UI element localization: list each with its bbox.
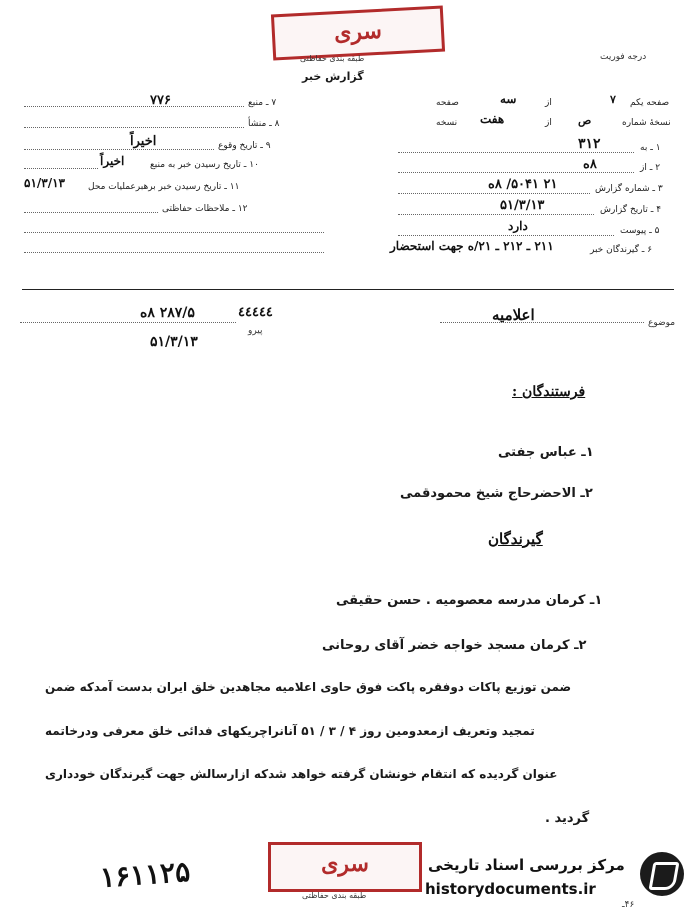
report-title: گزارش خبر [302, 70, 364, 83]
receive-source-value: اخیراً [100, 154, 125, 168]
paragraph-line-3: عنوان گردیده که انتقام خونشان گرفته خواهد شدکه ازارسالش جهت گیرندگان خودداری [45, 767, 558, 781]
receive-unit-label: ۱۱ ـ تاریخ رسیدن خبر برهبرعملیات محل [88, 182, 240, 192]
priority-label: درجه فوریت [600, 52, 647, 62]
reference-number: ۲۸۷/۵ ۸ه [140, 305, 195, 321]
stamp-word: سری [321, 851, 369, 877]
copy-value: ص [578, 114, 592, 127]
sender-1: ۱ـ عباس جفتی [498, 445, 594, 460]
page-number: ۴۶ـ [622, 900, 635, 910]
recipients-value: ۲۱۱ ـ ۲۱۲ ـ ۲۱/ه جهت استحضار [390, 239, 554, 253]
attachment-value: دارد [508, 219, 528, 233]
receivers-heading: گیرندگان [488, 530, 543, 548]
header-divider [22, 289, 674, 290]
copy-total: هفت [480, 112, 505, 126]
to-value: ۳۱۲ [578, 136, 601, 152]
paragraph-line-2: تمجید وتعریف ازمعدومین روز ۴ / ۳ / ۵۱ آنانراچریکهای فدائی خلق معرفی ودرخاتمه [45, 724, 535, 738]
sender-2: ۲ـ الاحضرحاج شیخ محمودقمی [400, 486, 593, 501]
page-of-label: از [545, 98, 552, 108]
from-value: ۸ه [583, 157, 597, 172]
reference-label: پیرو [248, 326, 263, 336]
paragraph-line-1: ضمن توزیع پاکات دوفقره پاکت فوق حاوی اعلامیه مجاهدین خلق ایران بدست آمدکه ضمن [45, 680, 572, 694]
classification-stamp-bottom [268, 842, 422, 892]
report-date-value: ۵۱/۳/۱۳ [500, 198, 545, 213]
archive-site: historydocuments.ir [425, 880, 596, 898]
attachment-label: ۵ ـ پیوست [620, 226, 660, 236]
receiver-1: ۱ـ کرمان مدرسه معصومیه . حسن حقیقی [336, 593, 603, 608]
subject-label: موضوع [648, 318, 676, 328]
copy-label: نسخهٔ شماره [622, 118, 671, 128]
source-value: ۷۷۶ [150, 93, 171, 108]
event-date-label: ۹ ـ تاریخ وقوع [218, 141, 271, 151]
stamp-caption-bottom: طبقه بندی حفاظتی [302, 891, 367, 900]
paragraph-line-4: گردید . [545, 811, 590, 826]
receiver-2: ۲ـ کرمان مسجد خواجه خضر آقای روحانی [322, 638, 587, 653]
archive-name: مرکز بررسی اسناد تاریخی [428, 856, 625, 874]
source-label: ۷ ـ منبع [248, 98, 277, 108]
page-value: ۷ [610, 93, 616, 106]
from-label: ۲ ـ از [640, 163, 661, 173]
to-label: ۱ ـ به [640, 143, 661, 153]
receive-source-label: ۱۰ ـ تاریخ رسیدن خبر به منبع [150, 160, 259, 170]
report-date-label: ۴ ـ تاریخ گزارش [600, 205, 662, 215]
reference-date: ۵۱/۳/۱۳ [150, 334, 198, 350]
event-date-value: اخیراً [130, 134, 157, 149]
reference-scribble: ٤٤٤٤٤ [238, 305, 273, 320]
pages-word: صفحه [436, 98, 459, 108]
handwritten-number: ۱۶۱۱۲۵ [98, 854, 192, 895]
stamp-word: سری [333, 17, 383, 47]
origin-label: ۸ ـ منشأ [248, 119, 280, 129]
senders-heading: فرستندگان : [512, 384, 586, 400]
copy-word: نسخه [436, 118, 458, 128]
report-number-value: ۲۱ ۵۰۴۱/ ۸ه [488, 177, 558, 192]
recipients-label: ۶ ـ گیرندگان خبر [590, 245, 653, 255]
report-number-label: ۳ ـ شماره گزارش [595, 184, 663, 194]
stamp-caption-top: طبقه بندی حفاظتی [300, 54, 365, 63]
security-notes-label: ۱۲ ـ ملاحظات حفاظتی [162, 204, 248, 214]
page-label: صفحه یکم [630, 98, 670, 108]
copy-of-label: از [545, 118, 552, 128]
receive-unit-value: ۵۱/۳/۱۳ [24, 176, 65, 190]
subject-value: اعلامیه [492, 306, 535, 324]
archive-logo-icon [640, 852, 684, 896]
classification-stamp-top [271, 6, 445, 61]
page-total: سه [500, 92, 517, 106]
